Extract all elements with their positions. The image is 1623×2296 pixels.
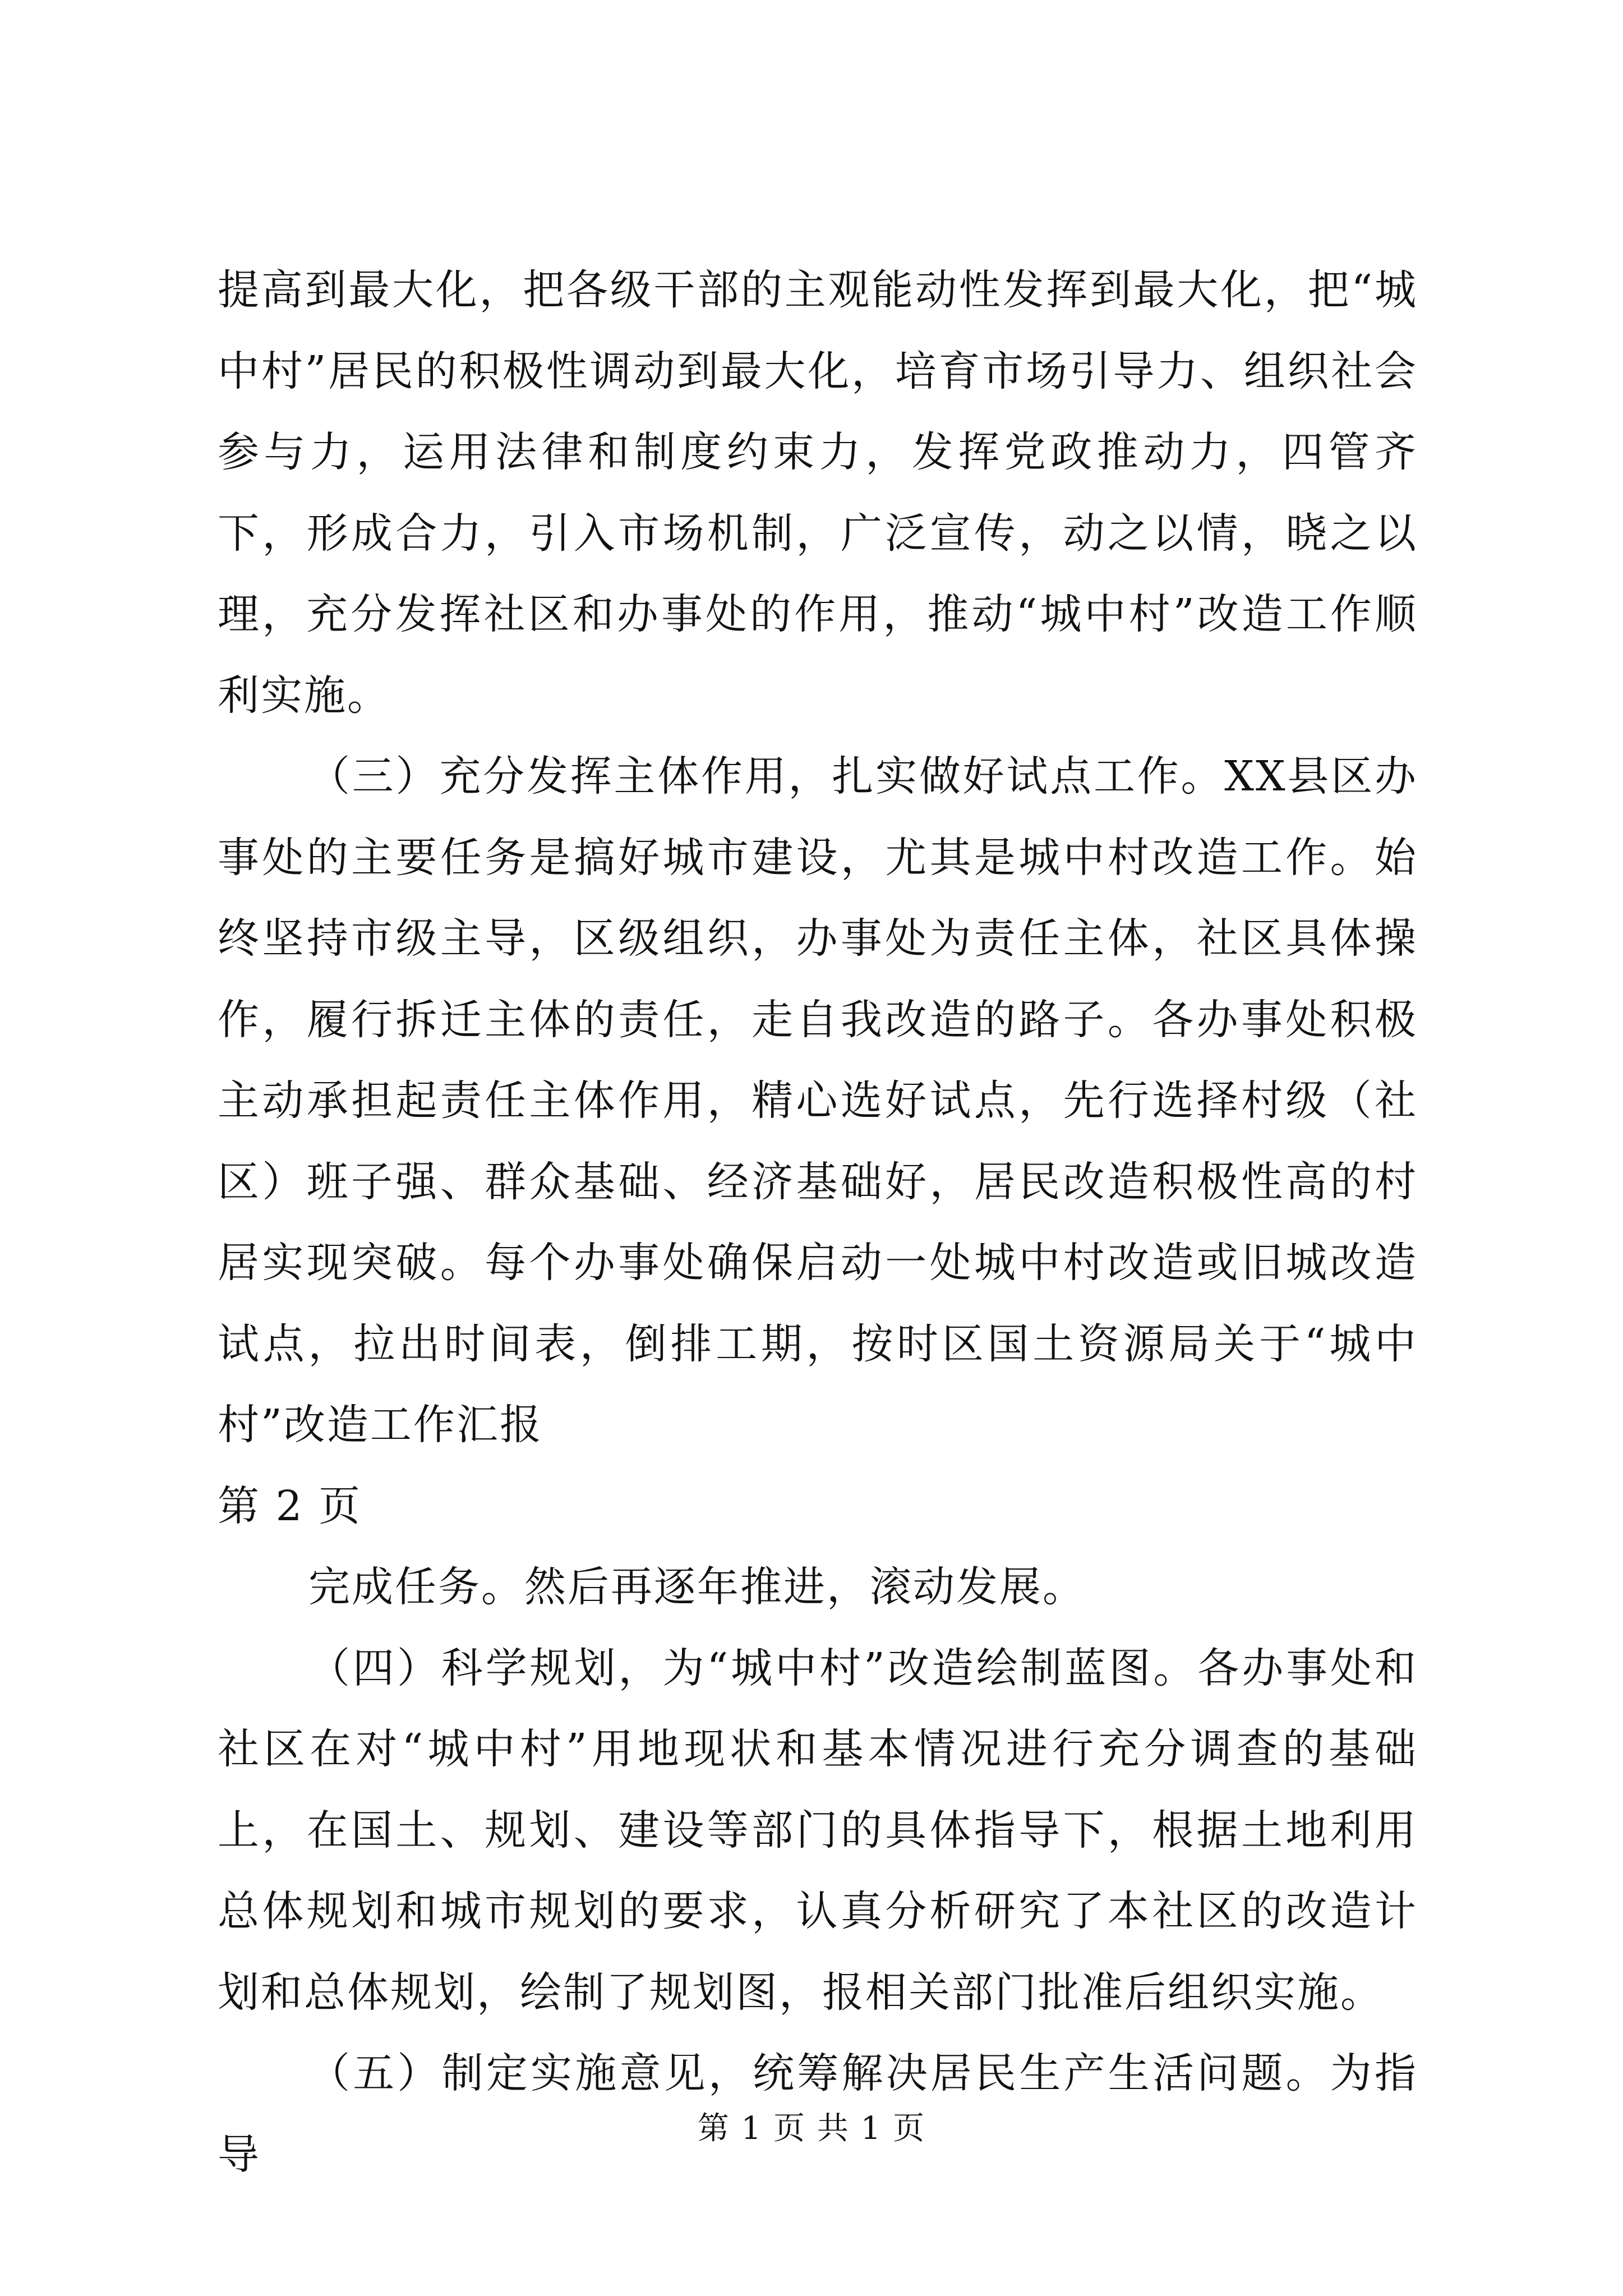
document-body <box>218 250 1418 2195</box>
page-footer: 第 1 页 共 1 页 <box>697 2110 926 2147</box>
paragraph-section-five: （五）制定实施意见，统筹解决居民生产生活问题。为指导 <box>218 2049 1418 2179</box>
paragraph-section-three: （三）充分发挥主体作用，扎实做好试点工作。XX县区办事处的主要任务是搞好城市建设，尤其是城中村改造工作。始终坚持市级主导，区级组织，办事处为责任主体，社区具体操作，履行拆迁主体的责任，走自我改造的路子。各办事处积极主动承担起责任主体作用，精心选好试点，先行选择村级（社区）班子强、群众基础、经济基础好，居民改造积极性高的村居实现突破。每个办事处确保启动一处城中村改造或旧城改造试点，拉出时间表，倒排工期，按时区国土资源局关于“城中村”改造工作汇报 <box>218 752 1418 1449</box>
inline-page-marker: 第 2 页 <box>218 1481 362 1530</box>
paragraph-section-four: （四）科学规划，为“城中村”改造绘制蓝图。各办事处和社区在对“城中村”用地现状和基本情况进行充分调查的基础上，在国土、规划、建设等部门的具体指导下，根据土地利用总体规划和城市规划的要求，认真分析研究了本社区的改造计划和总体规划，绘制了规划图，报相关部门批准后组织实施。 <box>218 1644 1418 2017</box>
paragraph-complete-task: 完成任务。然后再逐年推进，滚动发展。 <box>308 1563 1086 1611</box>
paragraph-continuation: 提高到最大化，把各级干部的主观能动性发挥到最大化，把“城中村”居民的积极性调动到最大化，培育市场引导力、组织社会参与力，运用法律和制度约束力，发挥党政推动力，四管齐下，形成合力，引入市场机制，广泛宣传，动之以情，晓之以理，充分发挥社区和办事处的作用，推动“城中村”改造工作顺利实施。 <box>218 266 1418 720</box>
